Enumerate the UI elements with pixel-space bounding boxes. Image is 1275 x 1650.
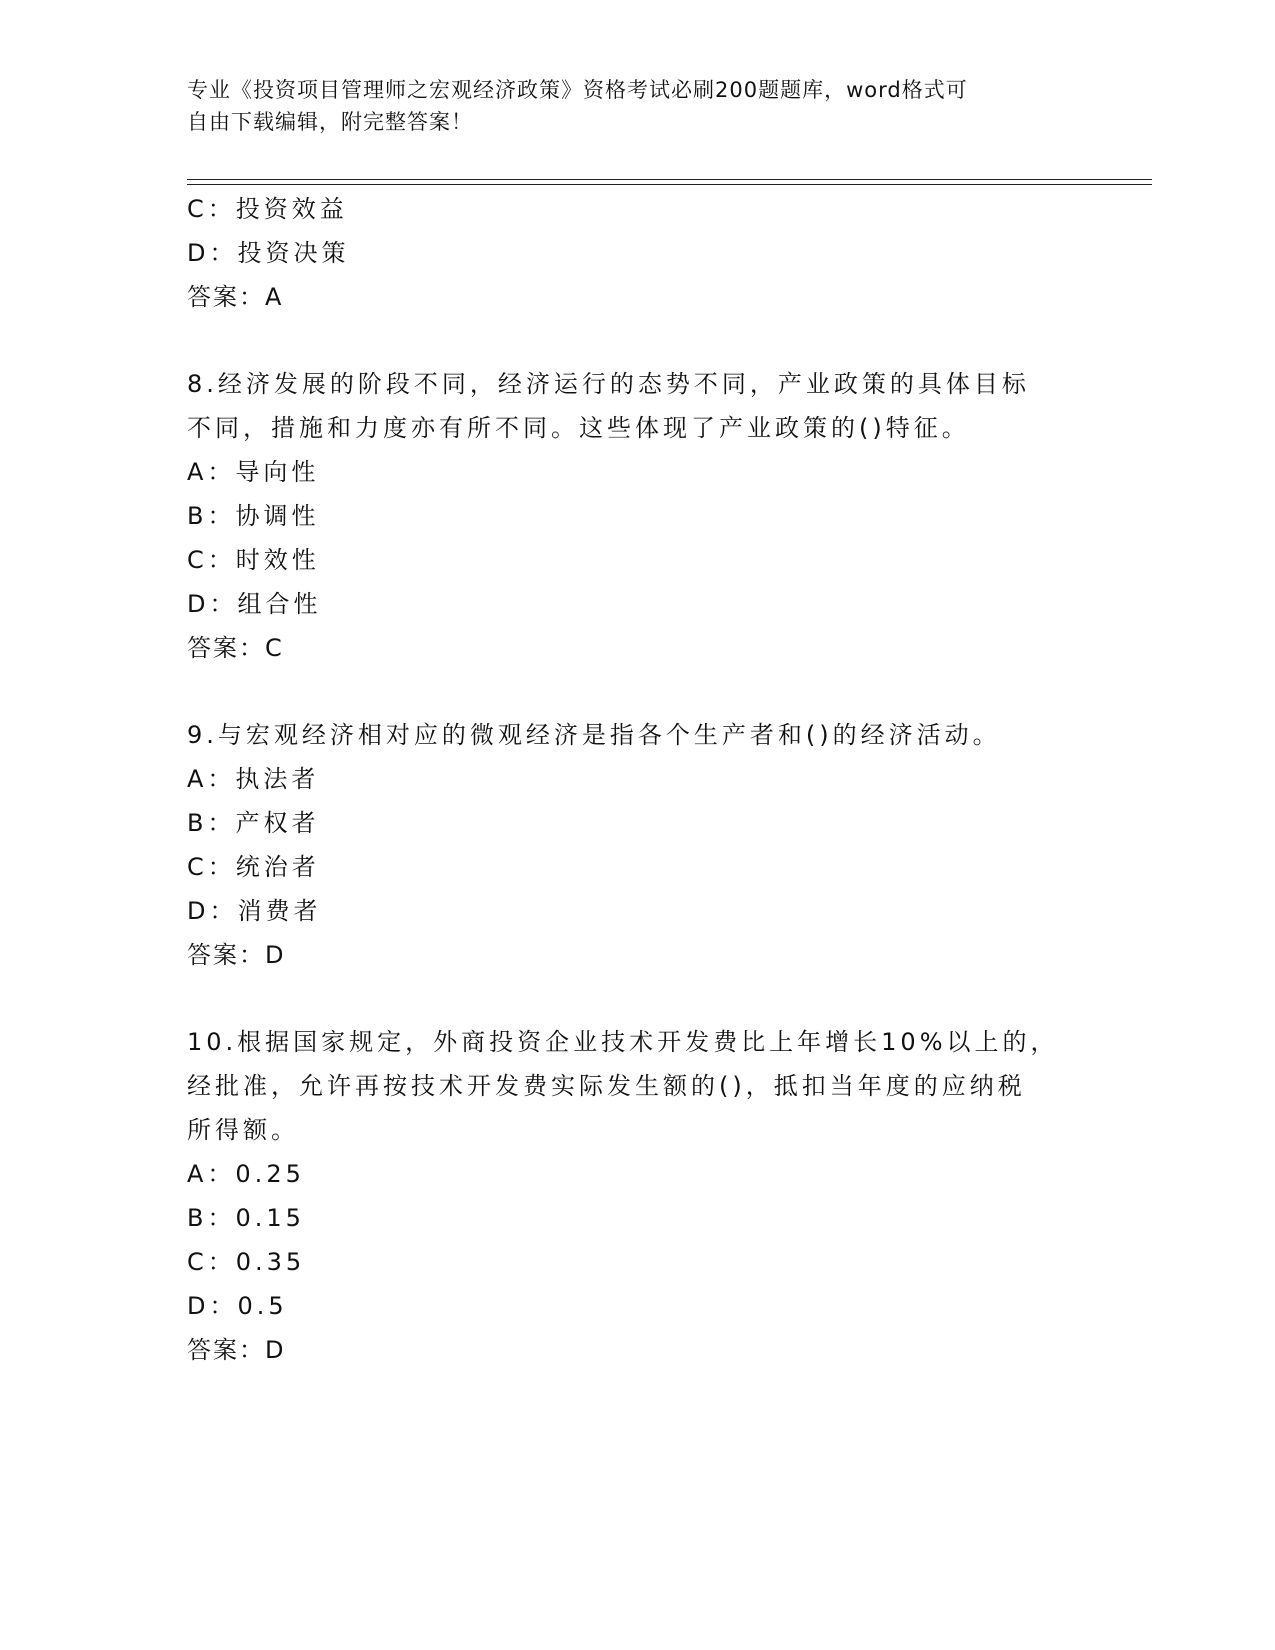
q8-option-c: C：时效性 [187,546,320,574]
q9-option-a: A：执法者 [187,765,320,793]
q8-option-b: B：协调性 [187,502,320,530]
q10-option-c: C：0.35 [187,1248,306,1276]
q7-option-c: C：投资效益 [187,195,348,223]
header-line-1: 专业《投资项目管理师之宏观经济政策》资格考试必刷200题题库，word格式可 [187,78,968,102]
q9-stem-line-1: 9.与宏观经济相对应的微观经济是指各个生产者和()的经济活动。 [187,721,1001,749]
q10-option-d: D：0.5 [187,1292,288,1320]
q9-option-d: D：消费者 [187,897,322,925]
q10-answer: 答案：D [187,1336,286,1364]
q10-stem-line-1: 10.根据国家规定，外商投资企业技术开发费比上年增长10%以上的， [187,1028,1059,1056]
q10-stem-line-3: 所得额。 [187,1116,299,1144]
q10-stem-line-2: 经批准，允许再按技术开发费实际发生额的()，抵扣当年度的应纳税 [187,1072,1026,1100]
header-divider-top [187,179,1152,180]
header-line-2: 自由下载编辑，附完整答案！ [187,110,473,134]
q8-stem-line-2: 不同，措施和力度亦有所不同。这些体现了产业政策的()特征。 [187,414,970,442]
header-divider-bottom [187,184,1152,185]
q10-option-a: A：0.25 [187,1160,305,1188]
q8-option-d: D：组合性 [187,590,322,618]
q10-option-b: B：0.15 [187,1204,305,1232]
q8-stem-line-1: 8.经济发展的阶段不同，经济运行的态势不同，产业政策的具体目标 [187,370,1030,398]
q9-answer: 答案：D [187,941,286,969]
q7-option-d: D：投资决策 [187,239,350,267]
q8-answer: 答案：C [187,634,284,662]
q8-option-a: A：导向性 [187,458,320,486]
q9-option-b: B：产权者 [187,809,320,837]
q9-option-c: C：统治者 [187,853,320,881]
document-header [187,74,1077,138]
q7-answer: 答案：A [187,283,284,311]
